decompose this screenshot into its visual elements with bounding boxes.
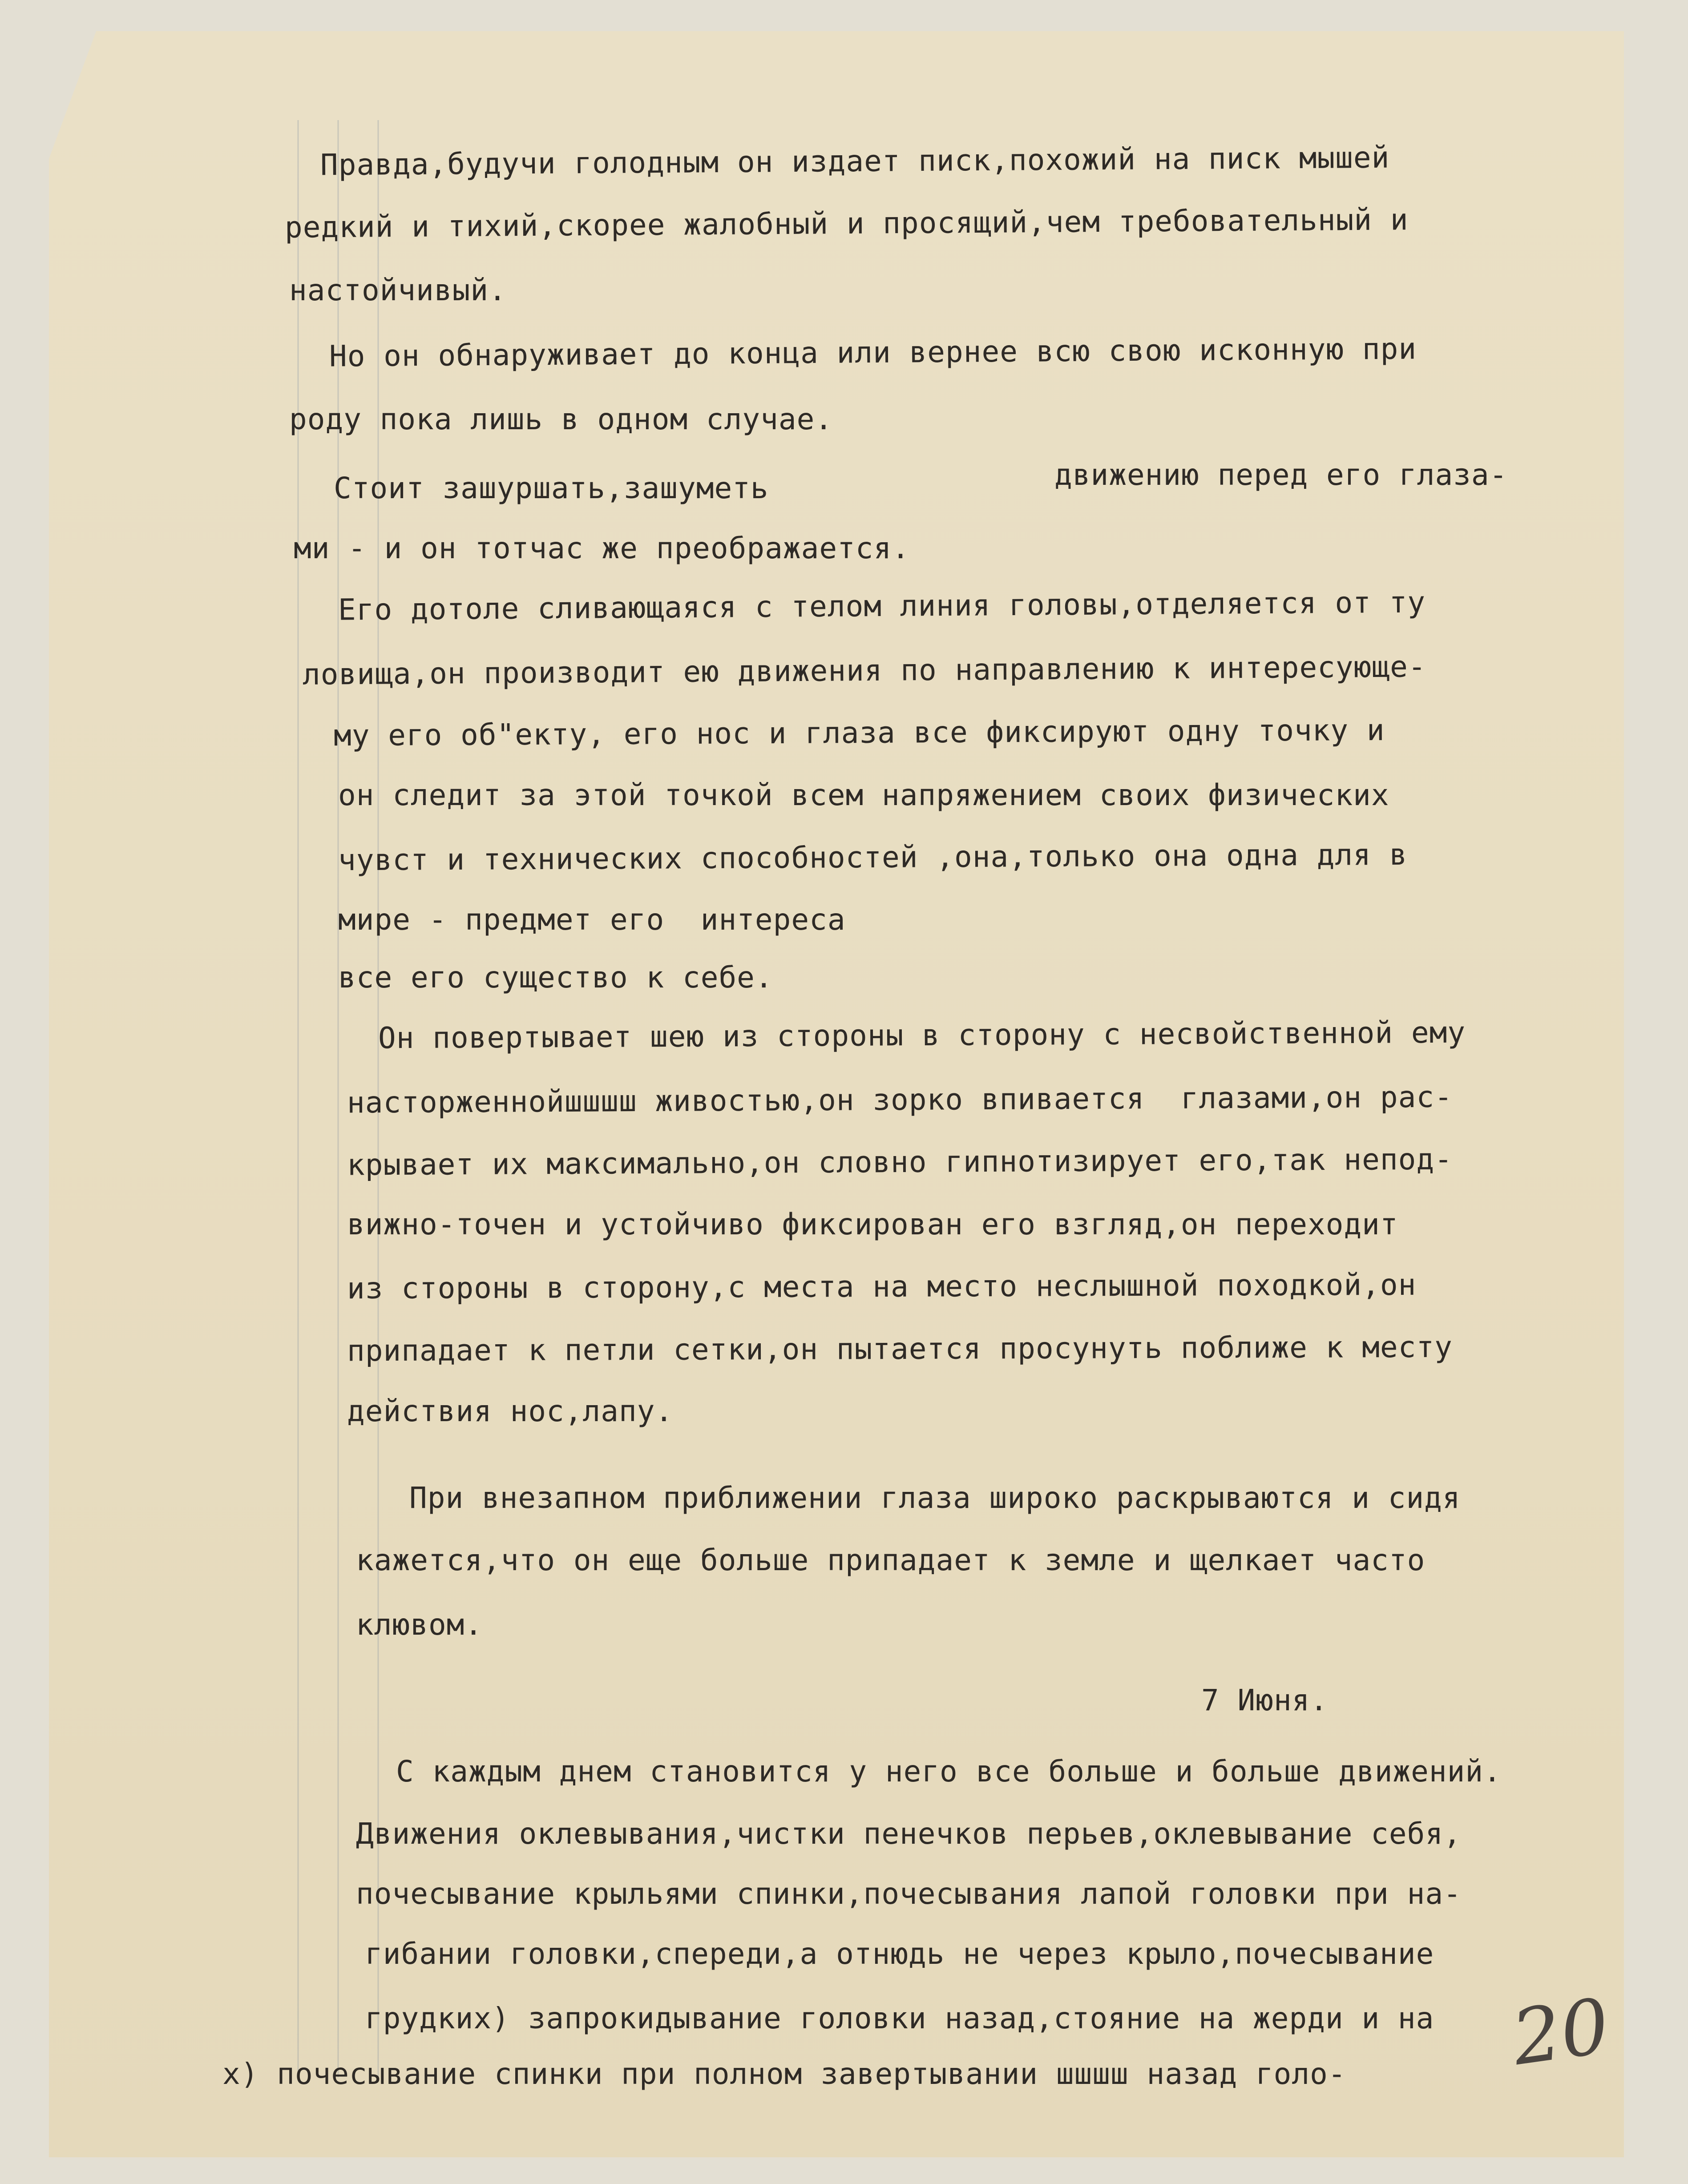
text-line: ловища,он производит ею движения по направлению к интересующе-	[302, 649, 1426, 692]
text-line: движению перед его глаза-	[1054, 458, 1508, 492]
text-line: крывает их максимально,он словно гипнотизирует его,так непод-	[347, 1142, 1453, 1182]
text-line: все его существо к себе.	[338, 960, 773, 995]
text-line: С каждым днем становится у него все больше и больше движений.	[396, 1754, 1502, 1789]
text-line: почесывание крыльями спинки,почесывания лапой головки при на-	[356, 1877, 1462, 1911]
text-line: кажется,что он еще больше припадает к земле и щелкает часто	[356, 1543, 1426, 1577]
text-line: чувст и технических способностей ,она,только она одна для в	[338, 837, 1408, 878]
text-line: Стоит зашуршать,зашуметь	[334, 471, 769, 505]
text-line: Движения оклевывания,чистки пенечков перьев,оклевывание себя,	[356, 1817, 1462, 1851]
text-line: припадает к петли сетки,он пытается просунуть поближе к месту	[347, 1330, 1453, 1368]
text-line: из стороны в сторону,с места на место неслышной походкой,он	[347, 1267, 1417, 1306]
text-line: При внезапном приближении глаза широко раскрываются и сидя	[409, 1481, 1461, 1515]
text-line: Он повертывает шею из стороны в сторону с несвойственной ему	[378, 1015, 1466, 1056]
text-line: роду пока лишь в одном случае.	[289, 402, 833, 436]
text-line: редкий и тихий,скорее жалобный и просящий,чем требовательный и	[284, 202, 1409, 245]
page-number-handwritten: 20	[1507, 1982, 1615, 2083]
text-line: грудких) запрокидывание головки назад,стояние на жерди и на	[365, 2001, 1434, 2035]
text-line: мире - предмет его интереса	[338, 903, 846, 937]
text-line: Правда,будучи голодным он издает писк,похожий на писк мышей	[320, 140, 1390, 182]
text-line: гибании головки,спереди,а отнюдь не через крыло,почесывание	[365, 1937, 1434, 1971]
text-line: клювом.	[356, 1608, 483, 1642]
text-line: Но он обнаруживает до конца или вернее всю свою исконную при	[329, 331, 1417, 374]
text-line: он следит за этой точкой всем напряжением своих физических	[338, 778, 1389, 812]
text-line: вижно-точен и устойчиво фиксирован его взгляд,он переходит	[347, 1207, 1398, 1241]
text-line: ми - и он тотчас же преображается.	[294, 531, 910, 565]
footnote-line: х) почесывание спинки при полном завертывании шшшш назад голо-	[222, 2057, 1346, 2091]
text-line: насторженнойшшшш живостью,он зорко впивается глазами,он рас-	[347, 1080, 1453, 1120]
text-line: му его об"екту, его нос и глаза все фиксируют одну точку и	[333, 713, 1385, 753]
text-line: Его дотоле сливающаяся с телом линия головы,отделяется от ту	[338, 585, 1426, 627]
date-heading: 7 Июня.	[1201, 1683, 1329, 1717]
text-line: действия нос,лапу.	[347, 1394, 674, 1428]
text-line: настойчивый.	[289, 273, 507, 307]
